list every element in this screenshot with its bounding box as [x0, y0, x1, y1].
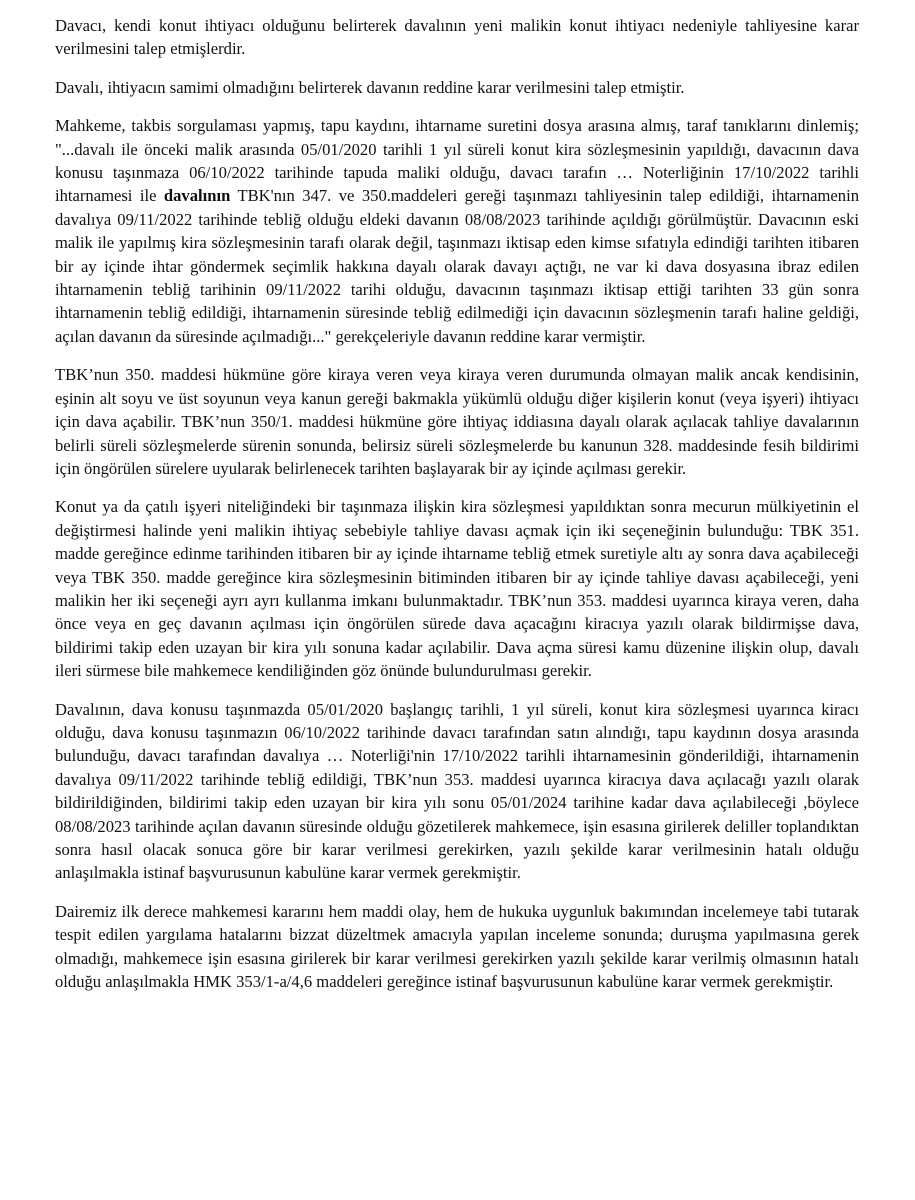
paragraph-plaintiff-claim: Davacı, kendi konut ihtiyacı olduğunu belirterek davalının yeni malikin konut ihtiyacı nedeniyle tahliyesine karar verilmesini talep etmişlerdir. [55, 16, 859, 59]
paragraph-evaluation: Davalının, dava konusu taşınmazda 05/01/2020 başlangıç tarihli, 1 yıl süreli, konut kira sözleşmesi uyarınca kiracı olduğu, dava konusu taşınmazın 06/10/2022 tarihinde davacı tarafından satın alındığı, tapu kaydının dosya arasında bulunduğu, davacı tarafından davalıya … Noterliği'nin 17/10/2022 tarihli ihtarnamesinin gönderildiği, ihtarnamenin davalıya 09/11/2022 tarihinde tebliğ edildiği, TBK’nun 353. maddesi uyarınca kiracıya dava açılacağı yazılı olarak bildirildiğinden, bildirimi takip eden uzayan bir kira yılı sonu 05/01/2024 tarihine kadar dava açılabileceği ,böylece 08/08/2023 tarihinde açılan davanın süresinde olduğu gözetilerek mahkemece, işin esasına girilerek deliller toplandıktan sonra hasıl olacak sonuca göre bir karar verilmesi gerekirken, yazılı şekilde karar verilmesinin hatalı olduğu anlaşılmakla istinaf başvurusunun kabulüne karar vermek gerekmiştir. [55, 699, 859, 883]
paragraph-conclusion: Dairemiz ilk derece mahkemesi kararını hem maddi olay, hem de hukuka uygunluk bakımından incelemeye tabi tutarak tespit edilen yargılama hatalarını bizzat düzeltmek amacıyla yapılan inceleme sonunda; duruşma yapılmasına gerek olmadığı, mahkemece işin esasına girilerek bir karar verilmesi gerekirken yazılı şekilde karar verilmiş olmasının hatalı olduğu anlaşılmakla HMK 353/1-a/4,6 maddeleri gereğince istinaf başvurusunun kabulüne karar vermek gerekmiştir. [55, 901, 859, 992]
court-findings-text-before: Mahkeme, takbis sorgulaması yapmış, tapu kaydını, ihtarname suretini dosya arasına almış, taraf tanıklarını dinlemiş; "...davalı ile önceki malik arasında 05/01/2020 tarihli 1 yıl süreli konut kira sözleşmesinin yapıldığı, davacının dava konusu taşınmaza 06/10/2022 tarihinde tapuda maliki olduğu, davacı tarafın … Noterliğinin 17/10/2022 tarihli ihtarnamesi ile [55, 116, 859, 206]
paragraph-defendant-response: Davalı, ihtiyacın samimi olmadığını belirterek davanın reddine karar verilmesini talep etmiştir. [55, 77, 685, 97]
paragraph-court-findings [55, 114, 859, 348]
paragraph-tbk-350: TBK’nun 350. maddesi hükmüne göre kiraya veren veya kiraya veren durumunda olmayan malik ancak kendisinin, eşinin alt soyu ve üst soyunun veya kanun gereği bakmakla yükümlü olduğu diğer kişilerin konut (veya işyeri) ihtiyacı için dava açabilir. TBK’nun 350/1. maddesi hükmüne göre ihtiyaç iddiasına dayalı olarak açılacak tahliye davalarının belirli süreli sözleşmelerde sürenin sonunda, belirsiz süreli sözleşmelerde bu kanunun 328. maddesinde fesih bildirimi için öngörülen sürelere uyularak belirlenecek tarihten başlayarak bir ay içinde açılması gerekir. [55, 365, 859, 478]
court-findings-bold-term: davalının [163, 186, 231, 206]
paragraph-ownership-change: Konut ya da çatılı işyeri niteliğindeki bir taşınmaza ilişkin kira sözleşmesi yapıldıktan sonra mecurun mülkiyetinin el değiştirmesi halinde yeni malikin ihtiyaç sebebiyle tahliye davası açmak için iki seçeneğinin bulunduğu: TBK 351. madde gereğince edinme tarihinden itibaren bir ay içinde ihtarname tebliğ etmek suretiyle altı ay sonra dava açabileceği veya TBK 350. madde gereğince kira sözleşmesinin bitiminden itibaren bir ay içinde tahliye davası açabileceği, yeni malikin her iki seçeneği ayrı ayrı kullanma imkanı bulunmaktadır. TBK’nun 353. maddesi uyarınca kiraya veren, daha önce veya en geç davanın açılması için öngörülen sürede dava açacağını kiracıya yazılı olarak bildirmişse dava, bildirimi takip eden uzayan bir kira yılı sonuna kadar açılabilir. Dava açma süresi kamu düzenine ilişkin olup, davalı ileri sürmese bile mahkemece kendiliğinden göz önünde bulundurulması gerekir. [55, 497, 859, 681]
court-findings-text-after: TBK'nın 347. ve 350.maddeleri gereği taşınmazı tahliyesinin talep edildiği, ihtarnamenin davalıya 09/11/2022 tarihinde tebliğ olduğu eldeki davanın 08/08/2023 tarihinde açıldığı görülmüştür. Davacının eski malik ile yapılmış kira sözleşmesinin tarafı olarak değil, taşınmazı iktisap eden kimse sıfatıyla edindiği tarihten itibaren bir ay içinde ihtar göndermek seçimlik hakkına dayalı olarak davayı açtığı, ne var ki dava dosyasına ibraz edilen ihtarnamenin tebliğ tarihinin 09/11/2022 tarihi olduğu, davacının taşınmazı iktisap ettiği tarihten 33 gün sonra ihtarnamenin tebliğ edildiği, ihtarnamenin süresinde tebliğ edilmediği için davacının sözleşmenin tarafı haline geldiği, açılan davanın da süresinde açılmadığı..." gerekçeleriyle davanın reddine karar vermiştir. [55, 186, 860, 346]
